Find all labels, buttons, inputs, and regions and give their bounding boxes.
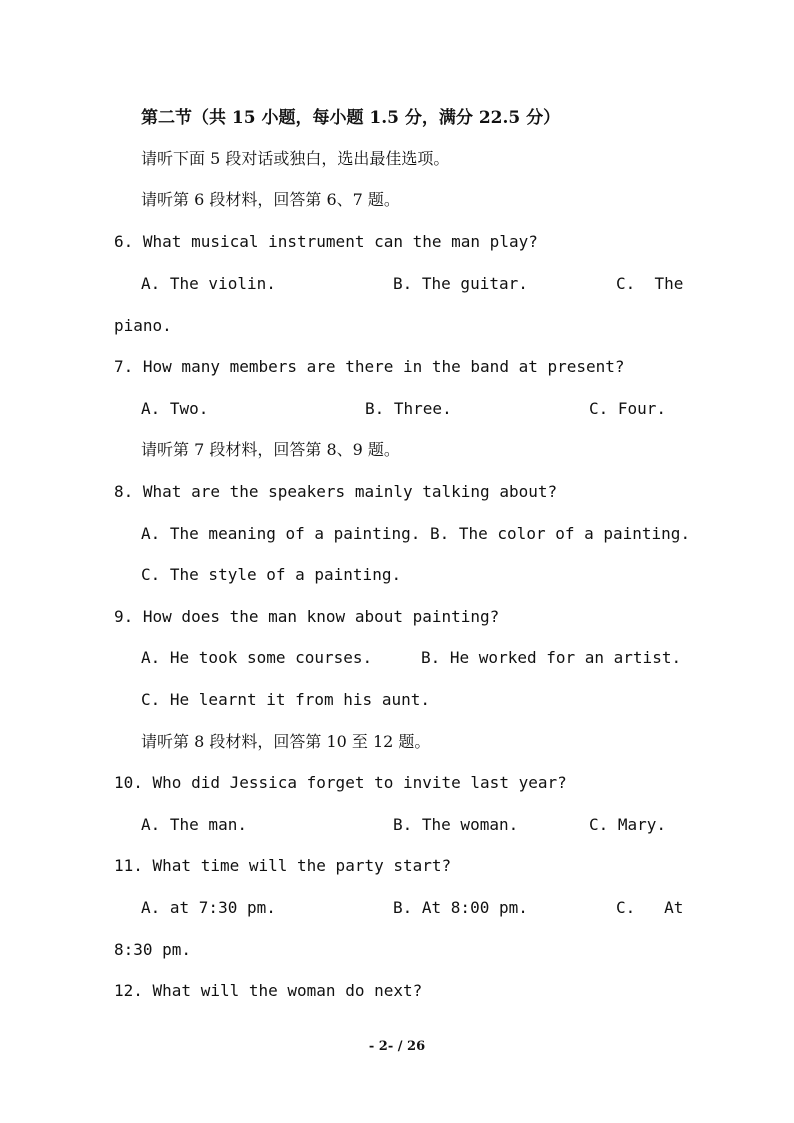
- passage-8-instruction: 请听第 8 段材料，回答第 10 至 12 题。: [141, 732, 431, 751]
- question-11-option-c-continued: 8:30 pm.: [114, 940, 192, 959]
- passage-6-instruction: 请听第 6 段材料，回答第 6、7 题。: [141, 190, 400, 209]
- question-8-stem: 8. What are the speakers mainly talking about?: [114, 482, 558, 501]
- page-number: - 2- / 26: [368, 1039, 426, 1054]
- question-11-stem: 11. What time will the party start?: [114, 856, 452, 875]
- question-11-option-b: B. At 8:00 pm.: [393, 898, 528, 917]
- question-6-option-c-continued: piano.: [114, 316, 172, 335]
- question-7-stem: 7. How many members are there in the band at present?: [114, 357, 625, 376]
- question-7-option-c: C. Four.: [589, 399, 667, 418]
- question-6-option-a: A. The violin.: [141, 274, 276, 293]
- question-8-options-ab: A. The meaning of a painting. B. The color of a painting.: [141, 524, 691, 543]
- question-10-option-c: C. Mary.: [589, 815, 667, 834]
- question-9-stem: 9. How does the man know about painting?: [114, 607, 500, 626]
- section-title: 第二节（共 15 小题，每小题 1.5 分，满分 22.5 分）: [141, 108, 561, 128]
- question-6-option-b: B. The guitar.: [393, 274, 528, 293]
- question-6-stem: 6. What musical instrument can the man play?: [114, 232, 538, 251]
- question-10-stem: 10. Who did Jessica forget to invite last year?: [114, 773, 567, 792]
- question-7-option-b: B. Three.: [365, 399, 452, 418]
- question-10-option-a: A. The man.: [141, 815, 247, 834]
- question-11-option-c: C. At: [616, 898, 684, 917]
- question-9-option-c: C. He learnt it from his aunt.: [141, 690, 430, 709]
- question-9-option-b: B. He worked for an artist.: [421, 648, 682, 667]
- question-6-option-c: C. The: [616, 274, 684, 293]
- question-9-option-a: A. He took some courses.: [141, 648, 373, 667]
- instruction: 请听下面 5 段对话或独白，选出最佳选项。: [141, 149, 450, 168]
- question-11-option-a: A. at 7:30 pm.: [141, 898, 276, 917]
- question-10-option-b: B. The woman.: [393, 815, 519, 834]
- question-7-option-a: A. Two.: [141, 399, 209, 418]
- question-12-stem: 12. What will the woman do next?: [114, 981, 423, 1000]
- question-8-option-c: C. The style of a painting.: [141, 565, 402, 584]
- passage-7-instruction: 请听第 7 段材料，回答第 8、9 题。: [141, 440, 400, 459]
